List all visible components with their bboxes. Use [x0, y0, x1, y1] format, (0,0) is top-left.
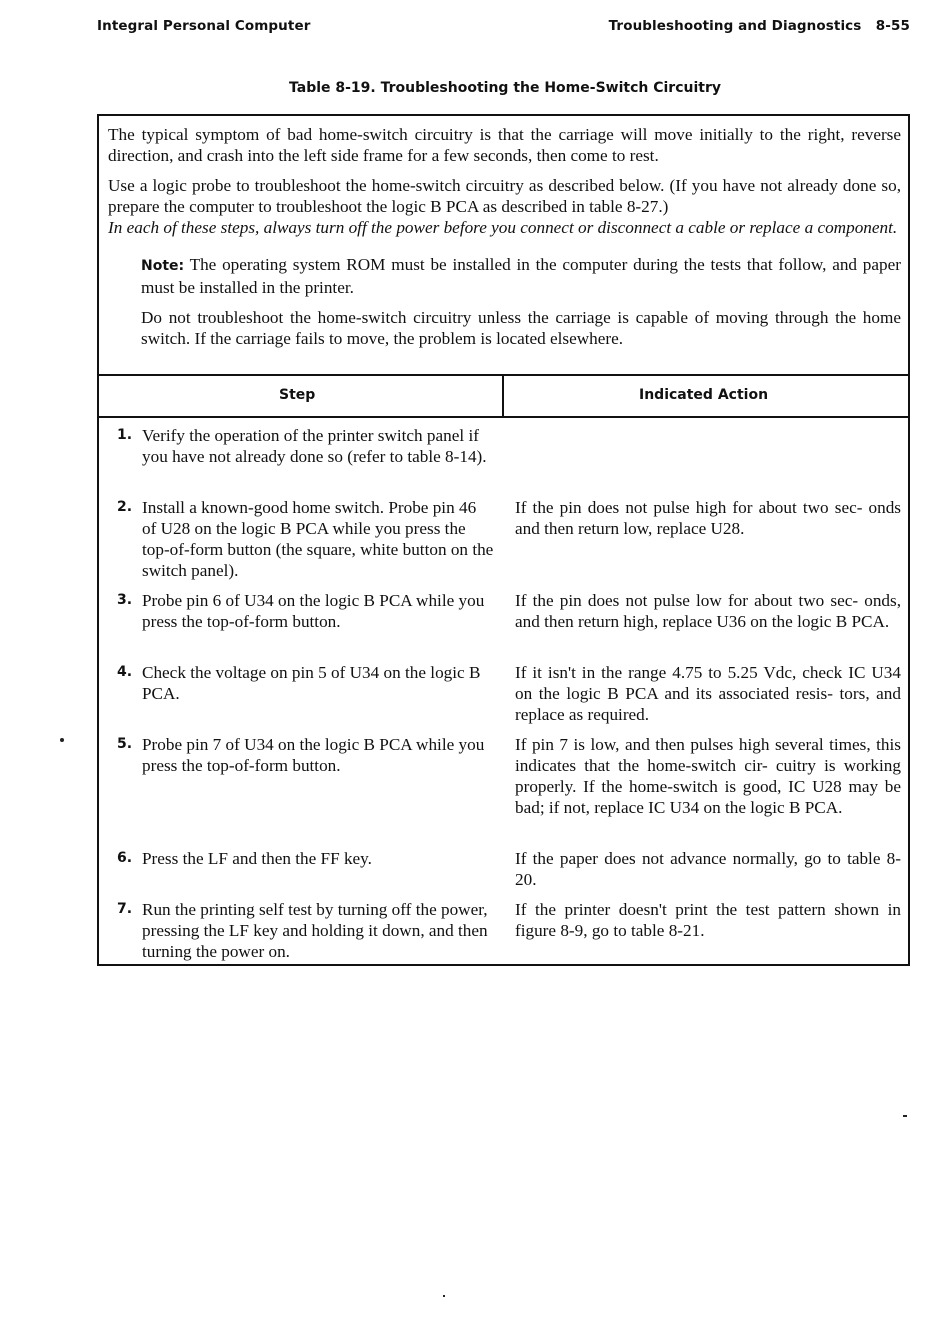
step-number: 3. [117, 592, 133, 608]
scan-speck [443, 1295, 445, 1297]
step-text: Check the voltage on pin 5 of U34 on the logic B PCA. [142, 663, 481, 703]
column-divider [502, 376, 504, 416]
column-header-step: Step [279, 387, 316, 403]
step-text: Run the printing self test by turning off the power, pressing the LF key and holding it down, and then turning the power on. [142, 900, 488, 961]
step-number: 7. [117, 901, 133, 917]
step-text: Install a known-good home switch. Probe pin 46 of U28 on the logic B PCA while you press the top-of-form button (the square, white button on the switch panel). [142, 498, 494, 580]
action-text: If it isn't in the range 4.75 to 5.25 Vdc, check IC U34 on the logic B PCA and its associated resis- tors, and replace as required. [515, 663, 901, 724]
note-paragraph [141, 254, 901, 298]
step-number: 4. [117, 664, 133, 680]
table-introduction [108, 124, 901, 358]
action-text: If the pin does not pulse low for about two sec- onds, and then return high, replace U36 on the logic B PCA. [515, 591, 901, 631]
scan-speck [60, 738, 64, 742]
step-number: 5. [117, 736, 133, 752]
table-title: Table 8-19. Troubleshooting the Home-Switch Circuitry [289, 80, 721, 96]
note-label: Note: [141, 258, 185, 274]
troubleshooting-table [97, 114, 910, 966]
intro-logic-probe-paragraph: Use a logic probe to troubleshoot the home-switch circuitry as described below. (If you have not already done so, prepare the computer to troubleshoot the logic B PCA as described in table 8-27.) [108, 176, 901, 216]
step-number: 2. [117, 499, 133, 515]
step-text: Probe pin 6 of U34 on the logic B PCA while you press the top-of-form button. [142, 591, 485, 631]
column-header-indicated-action: Indicated Action [639, 387, 769, 403]
running-header-right: Troubleshooting and Diagnostics 8-55 [608, 18, 910, 34]
step-text: Press the LF and then the FF key. [142, 849, 372, 868]
running-header-left: Integral Personal Computer [97, 18, 311, 34]
step-number: 1. [117, 427, 133, 443]
intro-symptom-paragraph: The typical symptom of bad home-switch circuitry is that the carriage will move initially to the right, reverse direction, and crash into the left side frame for a few seconds, then come to rest. [108, 125, 901, 165]
action-text: If the paper does not advance normally, go to table 8-20. [515, 849, 901, 889]
action-text: If pin 7 is low, and then pulses high several times, this indicates that the home-switch cir- cuitry is working properly. If the home-switch is good, IC U28 may be bad; if not, replace IC U34 on the logic B PCA. [515, 735, 901, 817]
intro-power-warning: In each of these steps, always turn off the power before you connect or disconnect a cable or replace a component. [108, 218, 898, 237]
action-text: If the printer doesn't print the test pattern shown in figure 8-9, go to table 8-21. [515, 900, 901, 940]
step-text: Verify the operation of the printer switch panel if you have not already done so (refer to table 8-14). [142, 426, 487, 466]
intro-precondition-paragraph: Do not troubleshoot the home-switch circuitry unless the carriage is capable of moving through the home switch. If the carriage fails to move, the problem is located elsewhere. [141, 308, 901, 348]
table-header-row [99, 374, 908, 418]
step-text: Probe pin 7 of U34 on the logic B PCA while you press the top-of-form button. [142, 735, 485, 775]
note-text: The operating system ROM must be installed in the computer during the tests that follow, and paper must be installed in the printer. [141, 255, 901, 297]
step-number: 6. [117, 850, 133, 866]
scan-speck [903, 1115, 907, 1117]
action-text: If the pin does not pulse high for about two sec- onds and then return low, replace U28. [515, 498, 901, 538]
